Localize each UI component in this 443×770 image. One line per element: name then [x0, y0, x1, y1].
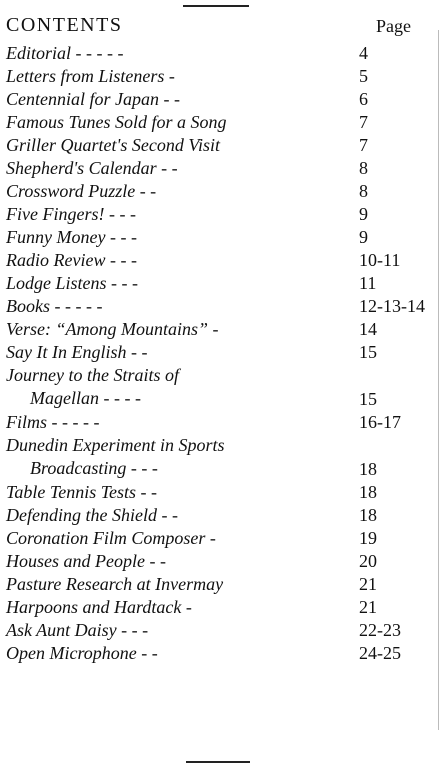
entry-title: Radio Review - - - — [6, 250, 137, 270]
entry-title-line2: Broadcasting - - - — [30, 458, 158, 478]
entry-title: Lodge Listens - - - — [6, 273, 138, 293]
entry-page: 21 — [359, 597, 377, 617]
entry-title: Famous Tunes Sold for a Song — [6, 112, 227, 132]
toc-entry[interactable] — [6, 157, 436, 180]
toc-entry[interactable] — [6, 134, 436, 157]
toc-entry[interactable] — [6, 65, 436, 88]
entry-page: 9 — [359, 227, 368, 247]
entry-page: 9 — [359, 204, 368, 224]
entry-page: 11 — [359, 273, 377, 293]
entry-title: Books - - - - - — [6, 296, 103, 316]
entry-page: 4 — [359, 43, 368, 63]
toc-entry[interactable] — [6, 88, 436, 111]
toc-entry[interactable] — [6, 180, 436, 203]
entry-title: Letters from Listeners - — [6, 66, 175, 86]
entry-title: Pasture Research at Invermay — [6, 574, 224, 594]
toc-entry[interactable] — [6, 573, 436, 596]
entry-title: Crossword Puzzle - - — [6, 181, 157, 201]
entry-page: 22-23 — [359, 620, 401, 640]
entry-title: Harpoons and Hardtack - — [6, 597, 192, 617]
entry-title: Verse: “Among Mountains” - — [6, 319, 219, 339]
toc-entry[interactable] — [6, 42, 436, 65]
entry-page: 18 — [359, 482, 377, 502]
toc-entry[interactable] — [6, 364, 436, 411]
entry-title: Funny Money - - - — [6, 227, 137, 247]
entry-title: Coronation Film Composer - — [6, 528, 216, 548]
top-rule — [183, 5, 249, 7]
column-divider — [438, 30, 439, 730]
toc-entry[interactable] — [6, 203, 436, 226]
toc-entry[interactable] — [6, 550, 436, 573]
entry-page: 10-11 — [359, 250, 401, 270]
toc-entry[interactable] — [6, 411, 436, 434]
entry-page: 14 — [359, 319, 377, 339]
entry-page: 15 — [359, 342, 377, 362]
bottom-rule — [186, 761, 250, 763]
entry-title: Ask Aunt Daisy - - - — [6, 620, 149, 640]
entry-title: Defending the Shield - - — [6, 505, 178, 525]
toc-entry[interactable] — [6, 318, 436, 341]
entry-title: Shepherd's Calendar - - — [6, 158, 178, 178]
entry-page: 16-17 — [359, 412, 401, 432]
toc-entry[interactable] — [6, 226, 436, 249]
page-column-label: Page — [376, 16, 411, 36]
entry-title: Centennial for Japan - - — [6, 89, 180, 109]
entry-page: 19 — [359, 528, 377, 548]
toc-entry[interactable] — [6, 596, 436, 619]
entry-title-line1: Dunedin Experiment in Sports — [6, 435, 225, 455]
entry-title: Houses and People - - — [6, 551, 166, 571]
toc-entry[interactable] — [6, 249, 436, 272]
entry-page: 8 — [359, 158, 368, 178]
table-of-contents — [6, 42, 436, 665]
entry-page: 12-13-14 — [359, 296, 425, 316]
entry-title: Open Microphone - - — [6, 643, 158, 663]
entry-title: Five Fingers! - - - — [6, 204, 136, 224]
entry-title-line2: Magellan - - - - — [30, 388, 141, 408]
toc-entry[interactable] — [6, 504, 436, 527]
contents-title: CONTENTS — [6, 14, 123, 36]
entry-title: Say It In English - - — [6, 342, 148, 362]
entry-page: 5 — [359, 66, 368, 86]
entry-page: 7 — [359, 112, 368, 132]
toc-entry[interactable] — [6, 481, 436, 504]
entry-page: 7 — [359, 135, 368, 155]
toc-entry[interactable] — [6, 434, 436, 481]
entry-page: 21 — [359, 574, 377, 594]
toc-entry[interactable] — [6, 642, 436, 665]
entry-page: 18 — [359, 459, 377, 479]
entry-page: 8 — [359, 181, 368, 201]
toc-entry[interactable] — [6, 527, 436, 550]
toc-entry[interactable] — [6, 341, 436, 364]
toc-entry[interactable] — [6, 272, 436, 295]
entry-page: 15 — [359, 389, 377, 409]
entry-title: Films - - - - - — [6, 412, 100, 432]
entry-page: 24-25 — [359, 643, 401, 663]
entry-title — [6, 434, 326, 480]
entry-page: 18 — [359, 505, 377, 525]
toc-entry[interactable] — [6, 619, 436, 642]
entry-page: 20 — [359, 551, 377, 571]
entry-title: Griller Quartet's Second Visit — [6, 135, 220, 155]
contents-header — [6, 14, 436, 40]
entry-title: Editorial - - - - - — [6, 43, 124, 63]
entry-title-line1: Journey to the Straits of — [6, 365, 179, 385]
toc-entry[interactable] — [6, 111, 436, 134]
entry-page: 6 — [359, 89, 368, 109]
toc-entry[interactable] — [6, 295, 436, 318]
entry-title: Table Tennis Tests - - — [6, 482, 158, 502]
entry-title — [6, 364, 326, 410]
